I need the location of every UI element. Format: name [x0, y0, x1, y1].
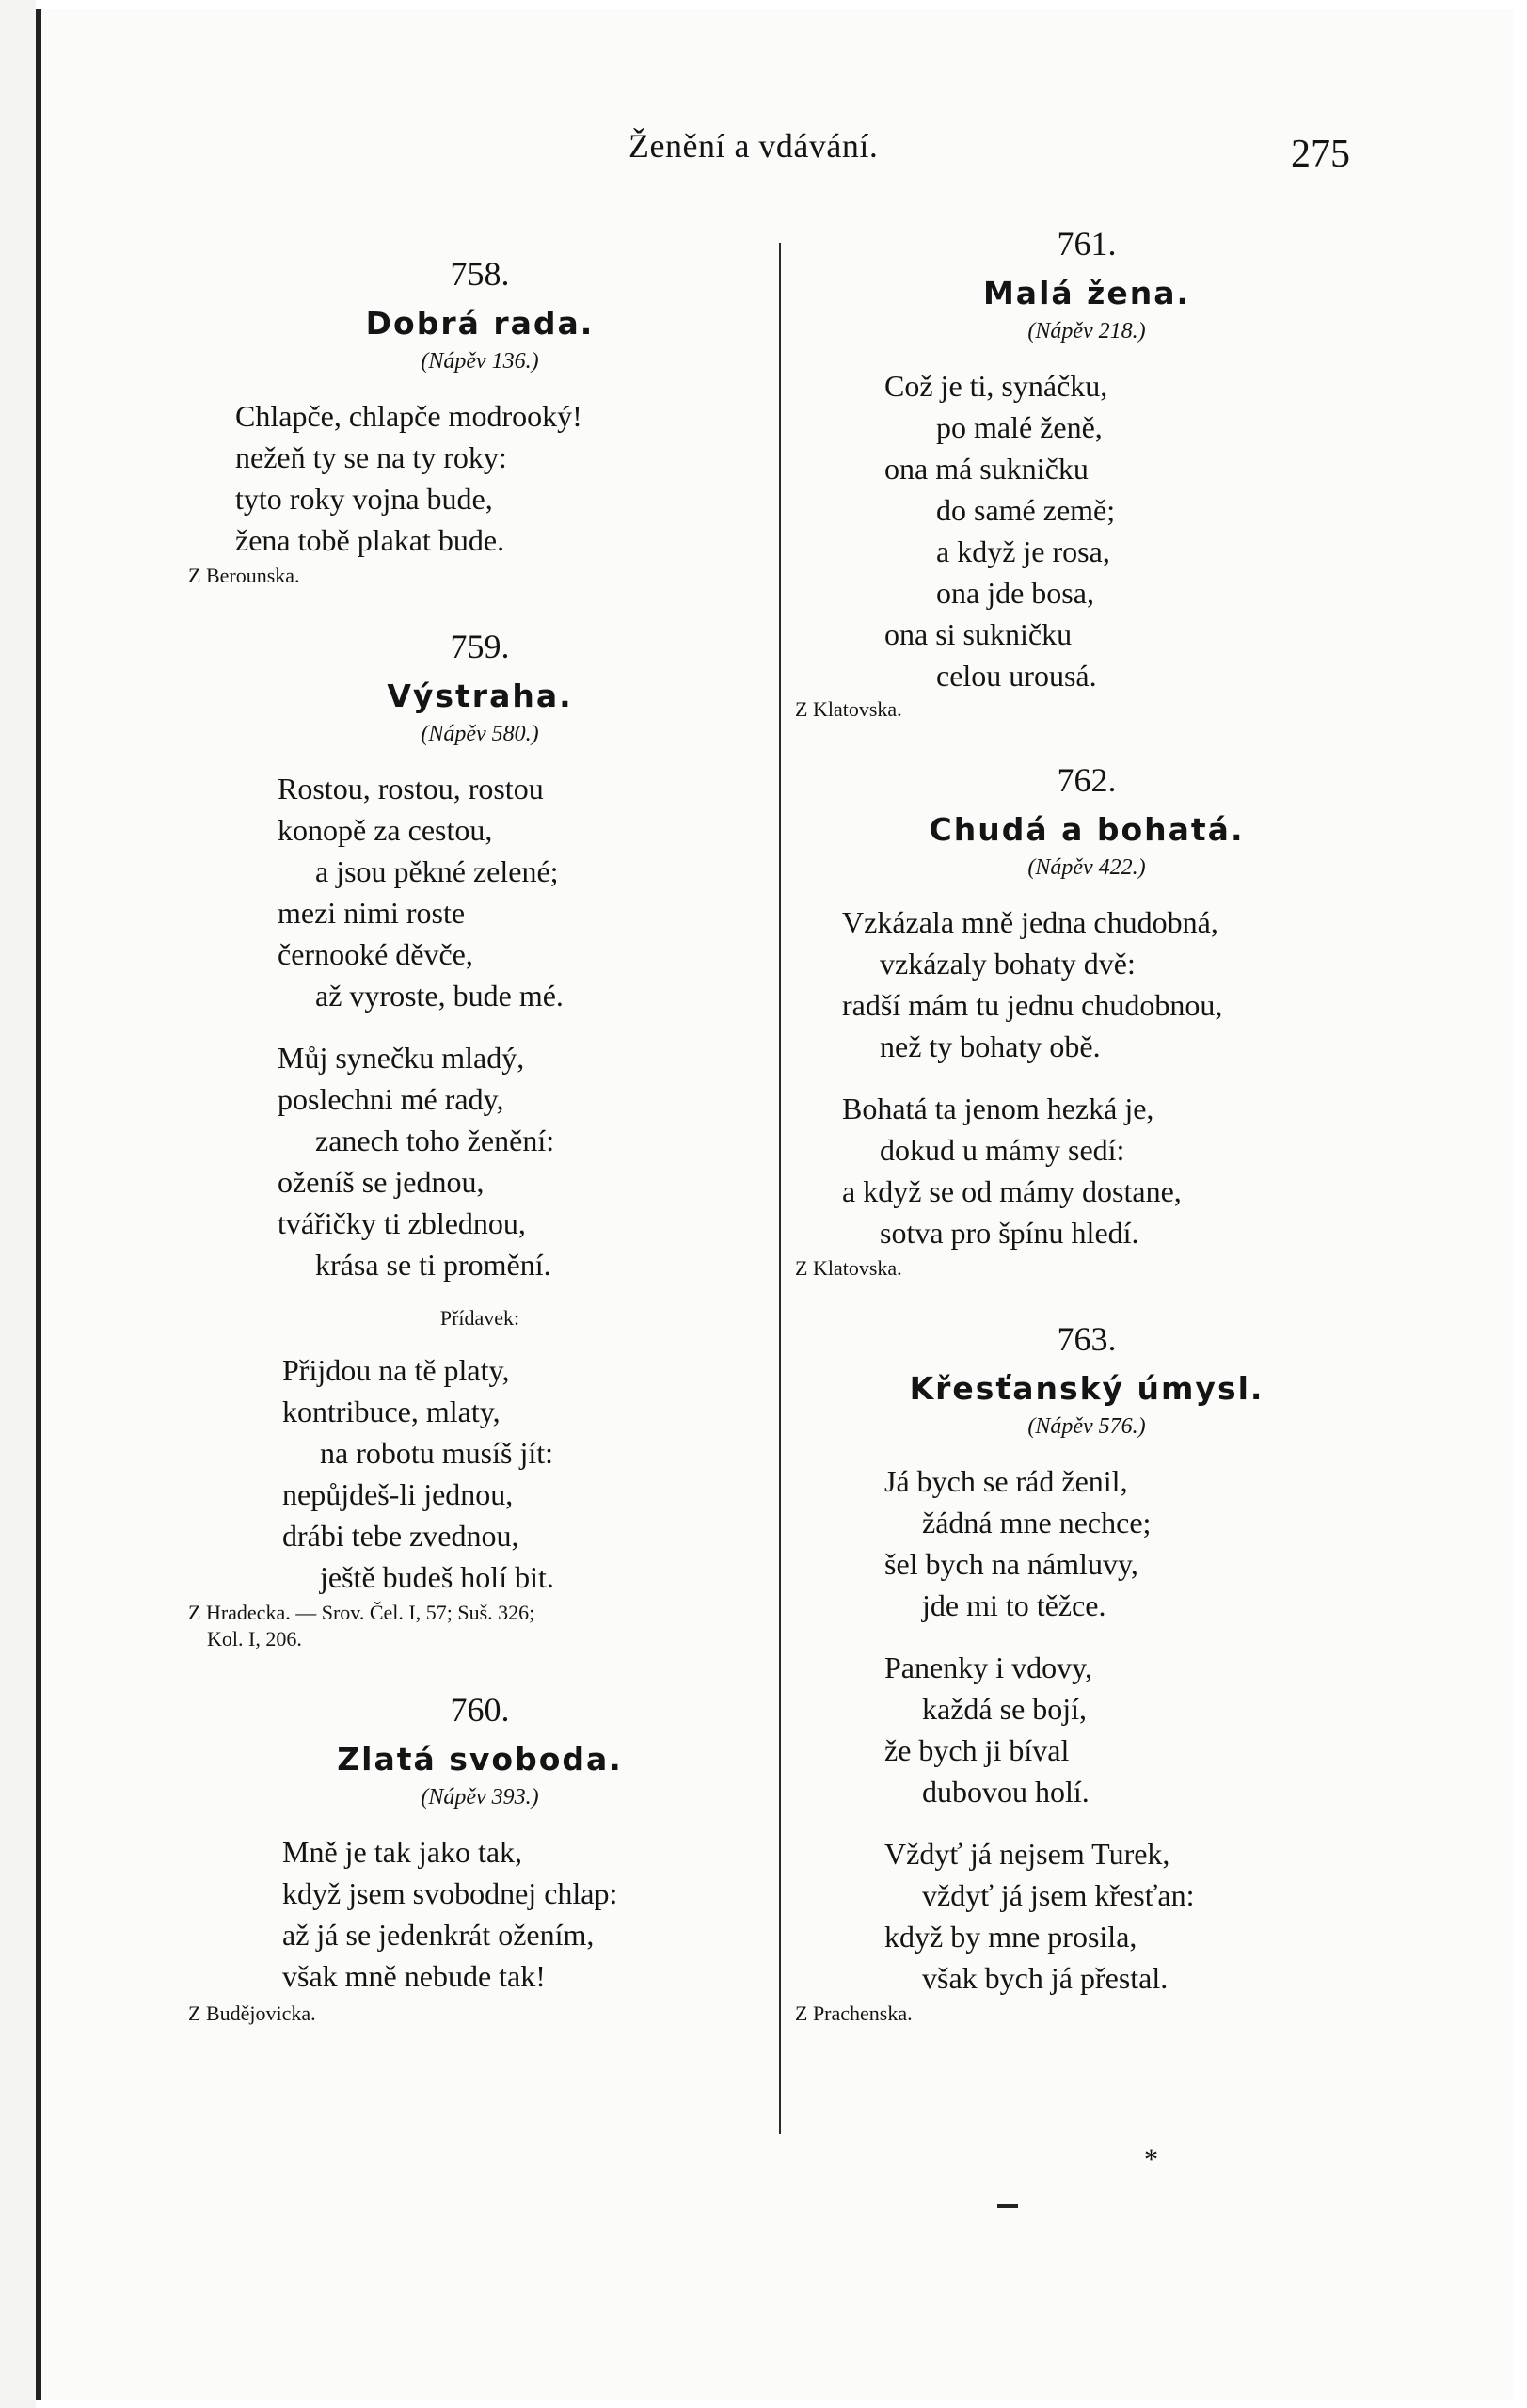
song-763 — [795, 1319, 1378, 2027]
verse-line: krása se ti promění. — [315, 1248, 551, 1282]
left-column — [188, 254, 771, 2065]
verse-line: oženíš se jednou, — [278, 1165, 485, 1199]
song-title: Výstraha. — [387, 678, 573, 714]
verse-line: ona jde bosa, — [936, 576, 1094, 610]
song-758 — [188, 254, 771, 589]
verse-line: a když je rosa, — [936, 534, 1110, 568]
song-number: 763. — [1057, 1320, 1117, 1358]
verse-line: dokud u mámy sedí: — [880, 1133, 1125, 1167]
tune-reference: (Nápěv 422.) — [1027, 855, 1146, 880]
tune-reference: (Nápěv 218.) — [1027, 319, 1146, 343]
song-number: 759. — [450, 628, 510, 665]
stanza — [278, 1037, 771, 1285]
verse-line: Chlapče, chlapče modrooký! — [235, 399, 582, 433]
source-line: Z Prachenska. — [795, 2001, 913, 2025]
verse-line: když jsem svobodnej chlap: — [282, 1876, 618, 1910]
verse-line: Mně je tak jako tak, — [282, 1835, 523, 1869]
verse-line: mezi nimi roste — [278, 896, 466, 930]
verse-line: nežeň ty se na ty roky: — [235, 440, 507, 474]
verse-line: vždyť já jsem křesťan: — [922, 1878, 1195, 1912]
right-column — [795, 224, 1378, 2065]
verse-line: černooké děvče, — [278, 937, 473, 971]
source-note — [795, 696, 1378, 723]
stanza — [282, 1831, 771, 1997]
addendum-heading: Přídavek: — [439, 1306, 520, 1330]
dash-ornament — [997, 2204, 1018, 2208]
song-762 — [795, 760, 1378, 1282]
verse-line: do samé země; — [936, 493, 1116, 527]
verse-line: konopě za cestou, — [278, 813, 493, 847]
source-line: Z Berounska. — [188, 564, 300, 587]
song-number: 761. — [1057, 225, 1117, 263]
verse-line: že bych ji bíval — [884, 1733, 1070, 1767]
song-title: Malá žena. — [982, 275, 1191, 311]
verse-line: Přijdou na tě platy, — [282, 1353, 510, 1387]
running-head: Ženění a vdávání. — [628, 127, 879, 165]
verse-line: Rostou, rostou, rostou — [278, 772, 544, 805]
stanza — [884, 1460, 1378, 1626]
verse-line: nepůjdeš-li jednou, — [282, 1477, 514, 1511]
verse-line: Bohatá ta jenom hezká je, — [842, 1092, 1154, 1125]
verse-line: Vzkázala mně jedna chudobná, — [842, 905, 1218, 939]
source-line: Z Klatovska. — [795, 1256, 902, 1280]
verse-line: na robotu musíš jít: — [320, 1436, 553, 1470]
source-line: Z Budějovicka. — [188, 2001, 316, 2025]
verse-line: tyto roky vojna bude, — [235, 482, 493, 516]
song-title: Zlatá svoboda. — [337, 1741, 623, 1778]
source-line: Z Klatovska. — [795, 697, 902, 721]
verse-line: vzkázaly bohaty dvě: — [880, 947, 1136, 981]
song-title: Křesťanský úmysl. — [909, 1370, 1265, 1407]
verse-line: Já bych se rád ženil, — [884, 1464, 1128, 1498]
verse-line: poslechni mé rady, — [278, 1082, 504, 1116]
verse-line: jde mi to těžce. — [922, 1588, 1106, 1622]
verse-line: a jsou pěkné zelené; — [315, 854, 559, 888]
song-761 — [795, 224, 1378, 723]
stanza — [235, 395, 771, 561]
song-number: 760. — [450, 1691, 510, 1729]
tune-reference: (Nápěv 393.) — [421, 1785, 539, 1810]
verse-line: každá se bojí, — [922, 1692, 1088, 1726]
verse-line: až vyroste, bude mé. — [315, 979, 564, 1013]
verse-line: však bych já přestal. — [922, 1961, 1169, 1995]
verse-line: dubovou holí. — [922, 1775, 1090, 1809]
verse-line: než ty bohaty obě. — [880, 1029, 1101, 1063]
verse-line: až já se jedenkrát ožením, — [282, 1918, 595, 1952]
verse-line: Což je ti, synáčku, — [884, 369, 1108, 403]
page-number: 275 — [1291, 133, 1350, 176]
stanza — [278, 768, 771, 1016]
verse-line: ona má sukničku — [884, 452, 1089, 486]
source-note — [188, 1600, 771, 1652]
source-note — [188, 2001, 771, 2027]
verse-line: drábi tebe zvednou, — [282, 1519, 519, 1553]
asterisk-ornament: * — [1144, 2144, 1158, 2175]
verse-line: tvářičky ti zblednou, — [278, 1206, 526, 1240]
stanza — [842, 901, 1378, 1067]
verse-line: radší mám tu jednu chudobnou, — [842, 988, 1223, 1022]
verse-line: zanech toho ženění: — [315, 1124, 555, 1157]
verse-line: však mně nebude tak! — [282, 1959, 546, 1993]
source-note — [188, 563, 771, 589]
stanza — [884, 365, 1378, 696]
verse-line: ona si sukničku — [884, 617, 1073, 651]
verse-line: Můj synečku mladý, — [278, 1041, 525, 1075]
verse-line: kontribuce, mlaty, — [282, 1395, 501, 1428]
verse-line: žena tobě plakat bude. — [235, 523, 505, 557]
verse-line: ještě budeš holí bit. — [320, 1560, 554, 1594]
tune-reference: (Nápěv 580.) — [421, 722, 539, 746]
verse-line: a když se od mámy dostane, — [842, 1174, 1182, 1208]
scan-margin — [0, 0, 36, 2408]
song-number: 762. — [1057, 761, 1117, 799]
verse-line: Vždyť já nejsem Turek, — [884, 1837, 1170, 1871]
verse-line: šel bych na námluvy, — [884, 1547, 1138, 1581]
song-title: Chudá a bohatá. — [929, 811, 1245, 848]
song-759 — [188, 627, 771, 1652]
verse-line: celou urousá. — [936, 659, 1097, 693]
tune-reference: (Nápěv 136.) — [421, 349, 539, 374]
verse-line: žádná mne nechce; — [922, 1506, 1152, 1539]
verse-line: Panenky i vdovy, — [884, 1651, 1093, 1684]
verse-line: sotva pro špínu hledí. — [880, 1216, 1139, 1250]
source-note — [795, 1255, 1378, 1282]
stanza — [884, 1647, 1378, 1812]
source-line: Kol. I, 206. — [207, 1627, 302, 1651]
tune-reference: (Nápěv 576.) — [1027, 1414, 1146, 1439]
addendum-stanza — [282, 1349, 771, 1598]
song-number: 758. — [450, 255, 510, 293]
verse-line: když by mne prosila, — [884, 1920, 1137, 1954]
song-760 — [188, 1690, 771, 2027]
verse-line: po malé ženě, — [936, 410, 1103, 444]
source-note — [795, 2001, 1378, 2027]
stanza — [842, 1088, 1378, 1253]
stanza — [884, 1833, 1378, 1999]
column-divider — [779, 243, 781, 2134]
song-title: Dobrá rada. — [365, 305, 595, 342]
source-line: Z Hradecka. — Srov. Čel. I, 57; Suš. 326; — [188, 1601, 535, 1624]
